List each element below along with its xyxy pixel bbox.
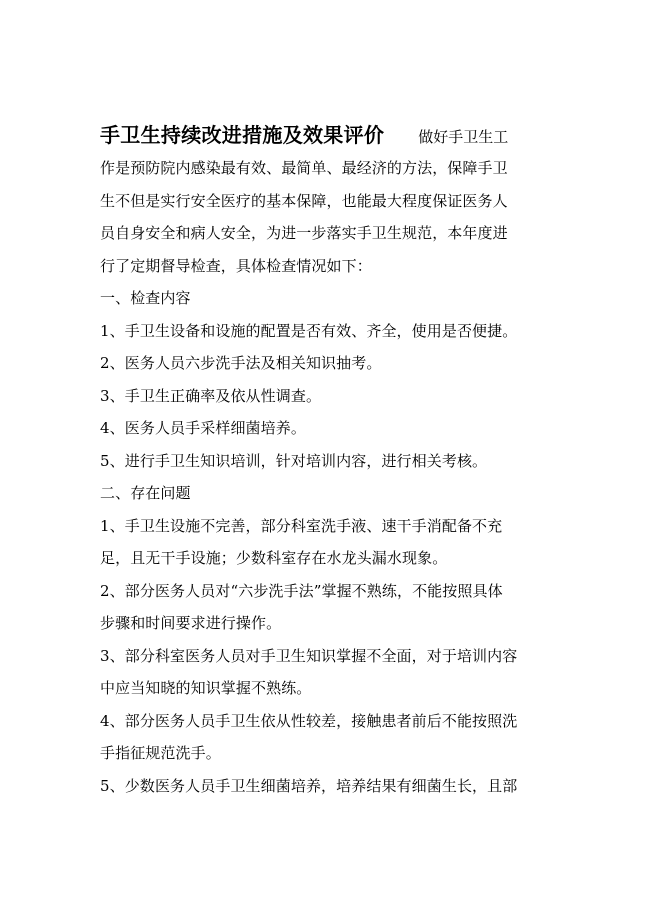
problem-line-7: 4、部分医务人员手卫生依从性较差，接触患者前后不能按照洗 — [100, 711, 518, 730]
problem-line-2: 足，且无干手设施；少数科室存在水龙头漏水现象。 — [100, 549, 448, 567]
intro-line-2: 作是预防院内感染最有效、最简单、最经济的方法，保障手卫 — [100, 159, 508, 177]
inspection-item-2: 2、医务人员六步洗手法及相关知识抽考。 — [100, 354, 382, 372]
problem-line-9: 5、少数医务人员手卫生细菌培养，培养结果有细菌生长，且部 — [100, 776, 518, 795]
problem-line-4: 步骤和时间要求进行操作。 — [100, 614, 282, 632]
section-heading-existing-problems: 二、存在问题 — [100, 484, 191, 502]
inspection-item-3: 3、手卫生正确率及依从性调查。 — [100, 386, 322, 405]
intro-line-4: 员自身安全和病人安全，为进一步落实手卫生规范，本年度进 — [100, 224, 508, 242]
problem-line-8: 手指征规范洗手。 — [100, 744, 221, 762]
problem-line-6: 中应当知晓的知识掌握不熟练。 — [100, 679, 312, 697]
section-existing-problems — [100, 477, 550, 802]
intro-line-3: 生不但是实行安全医疗的基本保障，也能最大程度保证医务人 — [100, 191, 508, 210]
document-content — [100, 118, 550, 802]
section-heading-inspection-content: 一、检查内容 — [100, 289, 191, 307]
inspection-item-4: 4、医务人员手采样细菌培养。 — [100, 419, 306, 437]
intro-line-5: 行了定期督导检查，具体检查情况如下： — [100, 256, 372, 275]
title-line — [100, 118, 550, 152]
problem-line-3: 2、部分医务人员对“六步洗手法”掌握不熟练，不能按照具体 — [100, 581, 503, 600]
inspection-item-1: 1、手卫生设备和设施的配置是否有效、齐全，使用是否便捷。 — [100, 321, 518, 340]
document-title: 手卫生持续改进措施及效果评价 — [100, 123, 385, 147]
section-inspection-content — [100, 282, 550, 477]
inspection-item-5: 5、进行手卫生知识培训，针对培训内容，进行相关考核。 — [100, 451, 488, 470]
intro-line-1: 做好手卫生工 — [418, 128, 509, 146]
problem-line-1: 1、手卫生设施不完善，部分科室洗手液、速干手消配备不充 — [100, 516, 503, 535]
problem-line-5: 3、部分科室医务人员对手卫生知识掌握不全面，对于培训内容 — [100, 646, 518, 665]
